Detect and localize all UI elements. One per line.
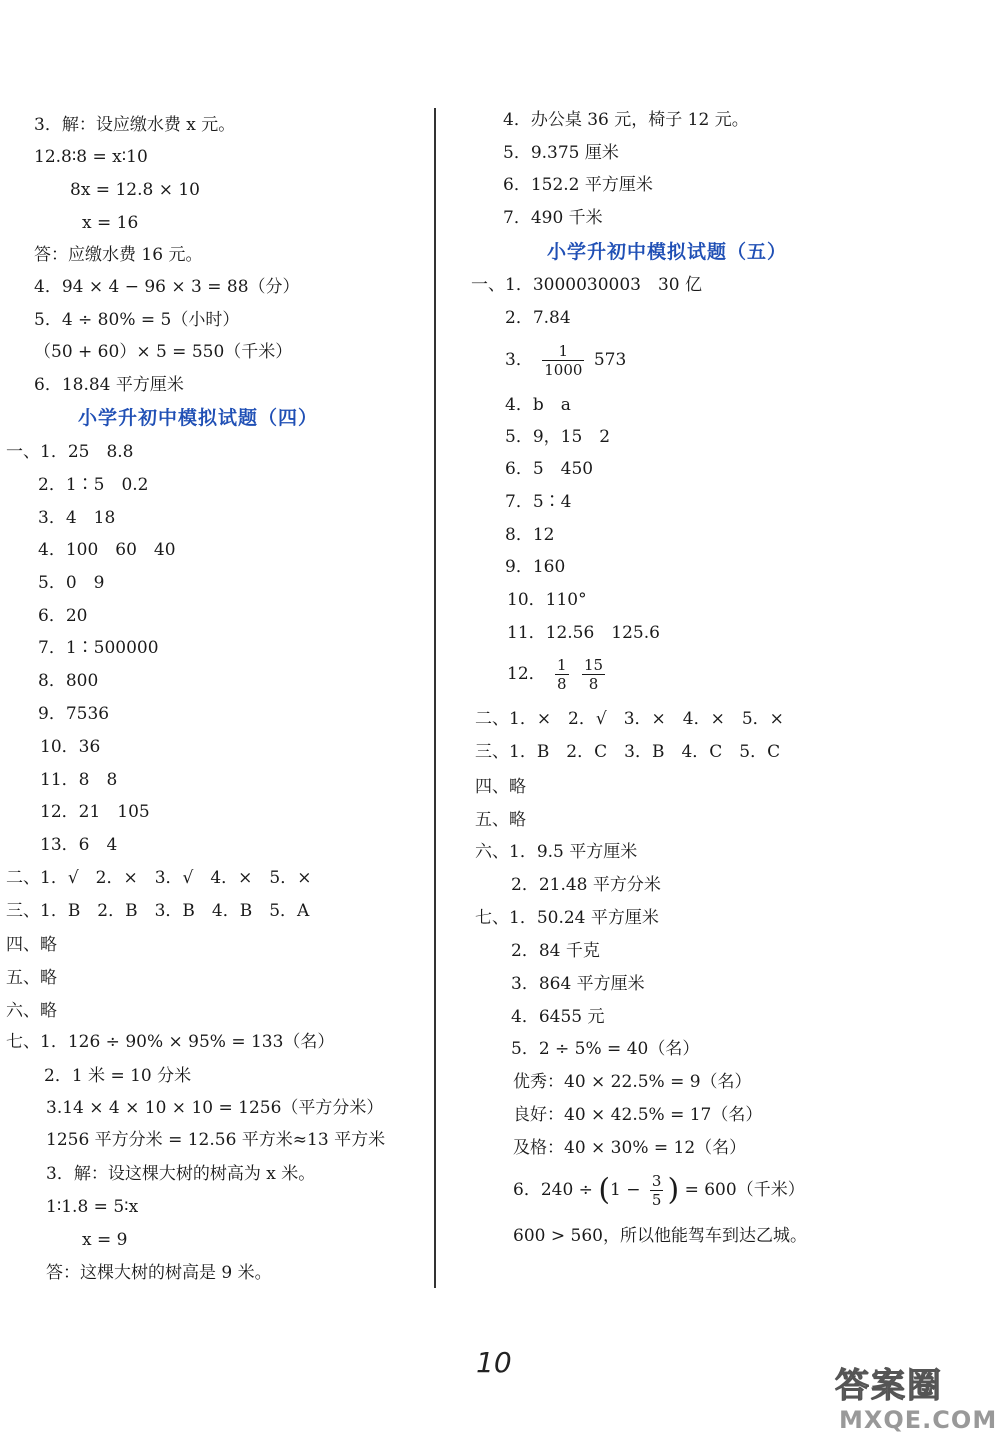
answer-line-fraction (513, 1168, 805, 1212)
answer-line: 8x = 12.8 × 10 (70, 180, 200, 200)
answer-line: 答：应缴水费 16 元。 (34, 245, 203, 265)
section-heading-five: 小学升初中模拟试题（五） (547, 241, 788, 263)
answer-line: 6．5 450 (505, 459, 594, 479)
answer-line: 七、1．126 ÷ 90% × 95% = 133（名） (6, 1032, 335, 1052)
fraction-numerator: 1 (542, 342, 584, 361)
watermark-url: MXQE.COM (839, 1406, 998, 1434)
answer-line: 四、略 (6, 935, 57, 955)
answer-line: 4．b a (505, 395, 571, 415)
answer-line: 11．12.56 125.6 (507, 623, 660, 643)
answer-line: 优秀：40 × 22.5% = 9（名） (513, 1072, 752, 1092)
answer-line: 七、1．50.24 平方厘米 (475, 908, 659, 928)
answer-line: 3．解：设应缴水费 x 元。 (34, 115, 236, 135)
answer-line: 12．21 105 (40, 802, 150, 822)
fraction-denominator: 5 (651, 1191, 662, 1209)
answer-line: 7．1∶500000 (38, 638, 159, 658)
answer-line: 4．6455 元 (511, 1007, 605, 1027)
watermark-logo (835, 1358, 998, 1442)
answer-line: 五、略 (475, 810, 526, 830)
section-heading-four: 小学升初中模拟试题（四） (78, 407, 319, 429)
expression-start: 6．240 ÷ (513, 1180, 593, 1200)
answer-line: 一、1．25 8.8 (6, 442, 134, 462)
answer-line: 8．12 (505, 525, 555, 545)
answer-line-fraction (505, 340, 626, 380)
answer-line: 7．490 千米 (503, 208, 603, 228)
answer-line: 2．84 千克 (511, 941, 600, 961)
answer-line: （50 + 60）× 5 = 550（千米） (34, 342, 293, 362)
fraction-numerator: 15 (584, 656, 604, 674)
answer-line: 11．8 8 (40, 770, 118, 790)
answer-line: 二、1．√ 2．× 3．√ 4．× 5．× (6, 868, 312, 888)
answer-line: x = 9 (82, 1230, 128, 1250)
answer-line: 4．100 60 40 (38, 540, 176, 560)
answer-line: 9．7536 (38, 704, 110, 724)
answer-line: 答：这棵大树的树高是 9 米。 (46, 1263, 272, 1283)
fraction (650, 1172, 664, 1209)
expression-result: = 600（千米） (684, 1180, 805, 1200)
answer-line: 2．7.84 (505, 308, 571, 328)
fraction-numerator: 1 (557, 656, 567, 674)
answer-line: 二、1．× 2．√ 3．× 4．× 5．× (475, 709, 784, 729)
answer-line: 3.14 × 4 × 10 × 10 = 1256（平方分米） (46, 1098, 384, 1118)
answer-line: 12.8∶8 = x∶10 (34, 147, 148, 167)
fraction-numerator: 3 (651, 1172, 662, 1190)
answer-value: 573 (593, 350, 627, 370)
answer-line: 5．2 ÷ 5% = 40（名） (511, 1039, 700, 1059)
answer-line: 3．解：设这棵大树的树高为 x 米。 (46, 1164, 316, 1184)
fraction (542, 342, 584, 379)
answer-line: 5．9，15 2 (505, 427, 611, 447)
answer-line: 7．5∶4 (505, 492, 572, 512)
answer-line: 1∶1.8 = 5∶x (46, 1197, 139, 1217)
answer-line: 及格：40 × 30% = 12（名） (513, 1138, 747, 1158)
question-number: 12． (507, 664, 546, 684)
answer-line: 9．160 (505, 557, 566, 577)
answer-line: 六、略 (6, 1001, 57, 1021)
answer-line-fraction (507, 654, 609, 694)
answer-line: 三、1．B 2．C 3．B 4．C 5．C (475, 742, 781, 762)
answer-line: 6．152.2 平方厘米 (503, 175, 653, 195)
fraction (555, 656, 569, 693)
answer-line: 五、略 (6, 968, 57, 988)
close-paren: ) (667, 1172, 680, 1208)
answer-line: 13．6 4 (40, 835, 118, 855)
answer-line: 三、1．B 2．B 3．B 4．B 5．A (6, 901, 310, 921)
answer-line: 六、1．9.5 平方厘米 (475, 842, 638, 862)
page-number: 10 (476, 1346, 512, 1379)
answer-line: 一、1．3000030003 30 亿 (471, 275, 703, 295)
fraction (582, 656, 605, 693)
answer-line: 四、略 (475, 777, 526, 797)
answer-line: 3．4 18 (38, 508, 116, 528)
question-number: 3． (505, 350, 533, 370)
answer-line: 3．864 平方厘米 (511, 974, 645, 994)
answer-line: 2．21.48 平方分米 (511, 875, 661, 895)
expression-inner: 1 − (610, 1180, 641, 1200)
answer-line: 600 > 560，所以他能驾车到达乙城。 (513, 1226, 807, 1246)
answer-line: 5．0 9 (38, 573, 105, 593)
fraction-denominator: 8 (557, 675, 567, 693)
fraction-denominator: 1000 (544, 361, 583, 379)
answer-line: 8．800 (38, 671, 99, 691)
answer-line: 4．94 × 4 − 96 × 3 = 88（分） (34, 277, 300, 297)
answer-line: 6．20 (38, 606, 88, 626)
answer-line: 2．1∶5 0.2 (38, 475, 149, 495)
answer-line: 5．4 ÷ 80% = 5（小时） (34, 310, 240, 330)
fraction-denominator: 8 (588, 675, 599, 693)
answer-line: 2．1 米 = 10 分米 (44, 1066, 192, 1086)
answer-line: 10．110° (507, 590, 587, 610)
answer-line: 1256 平方分米 = 12.56 平方米≈13 平方米 (46, 1130, 386, 1150)
column-divider (434, 108, 436, 1288)
answer-line: 6．18.84 平方厘米 (34, 375, 184, 395)
watermark-text: 答案圈 (835, 1366, 943, 1406)
open-paren: ( (598, 1172, 611, 1208)
answer-line: 5．9.375 厘米 (503, 143, 619, 163)
answer-line: 良好：40 × 42.5% = 17（名） (513, 1105, 763, 1125)
answer-line: 10．36 (40, 737, 101, 757)
answer-line: x = 16 (82, 213, 139, 233)
answer-line: 4．办公桌 36 元，椅子 12 元。 (503, 110, 749, 130)
